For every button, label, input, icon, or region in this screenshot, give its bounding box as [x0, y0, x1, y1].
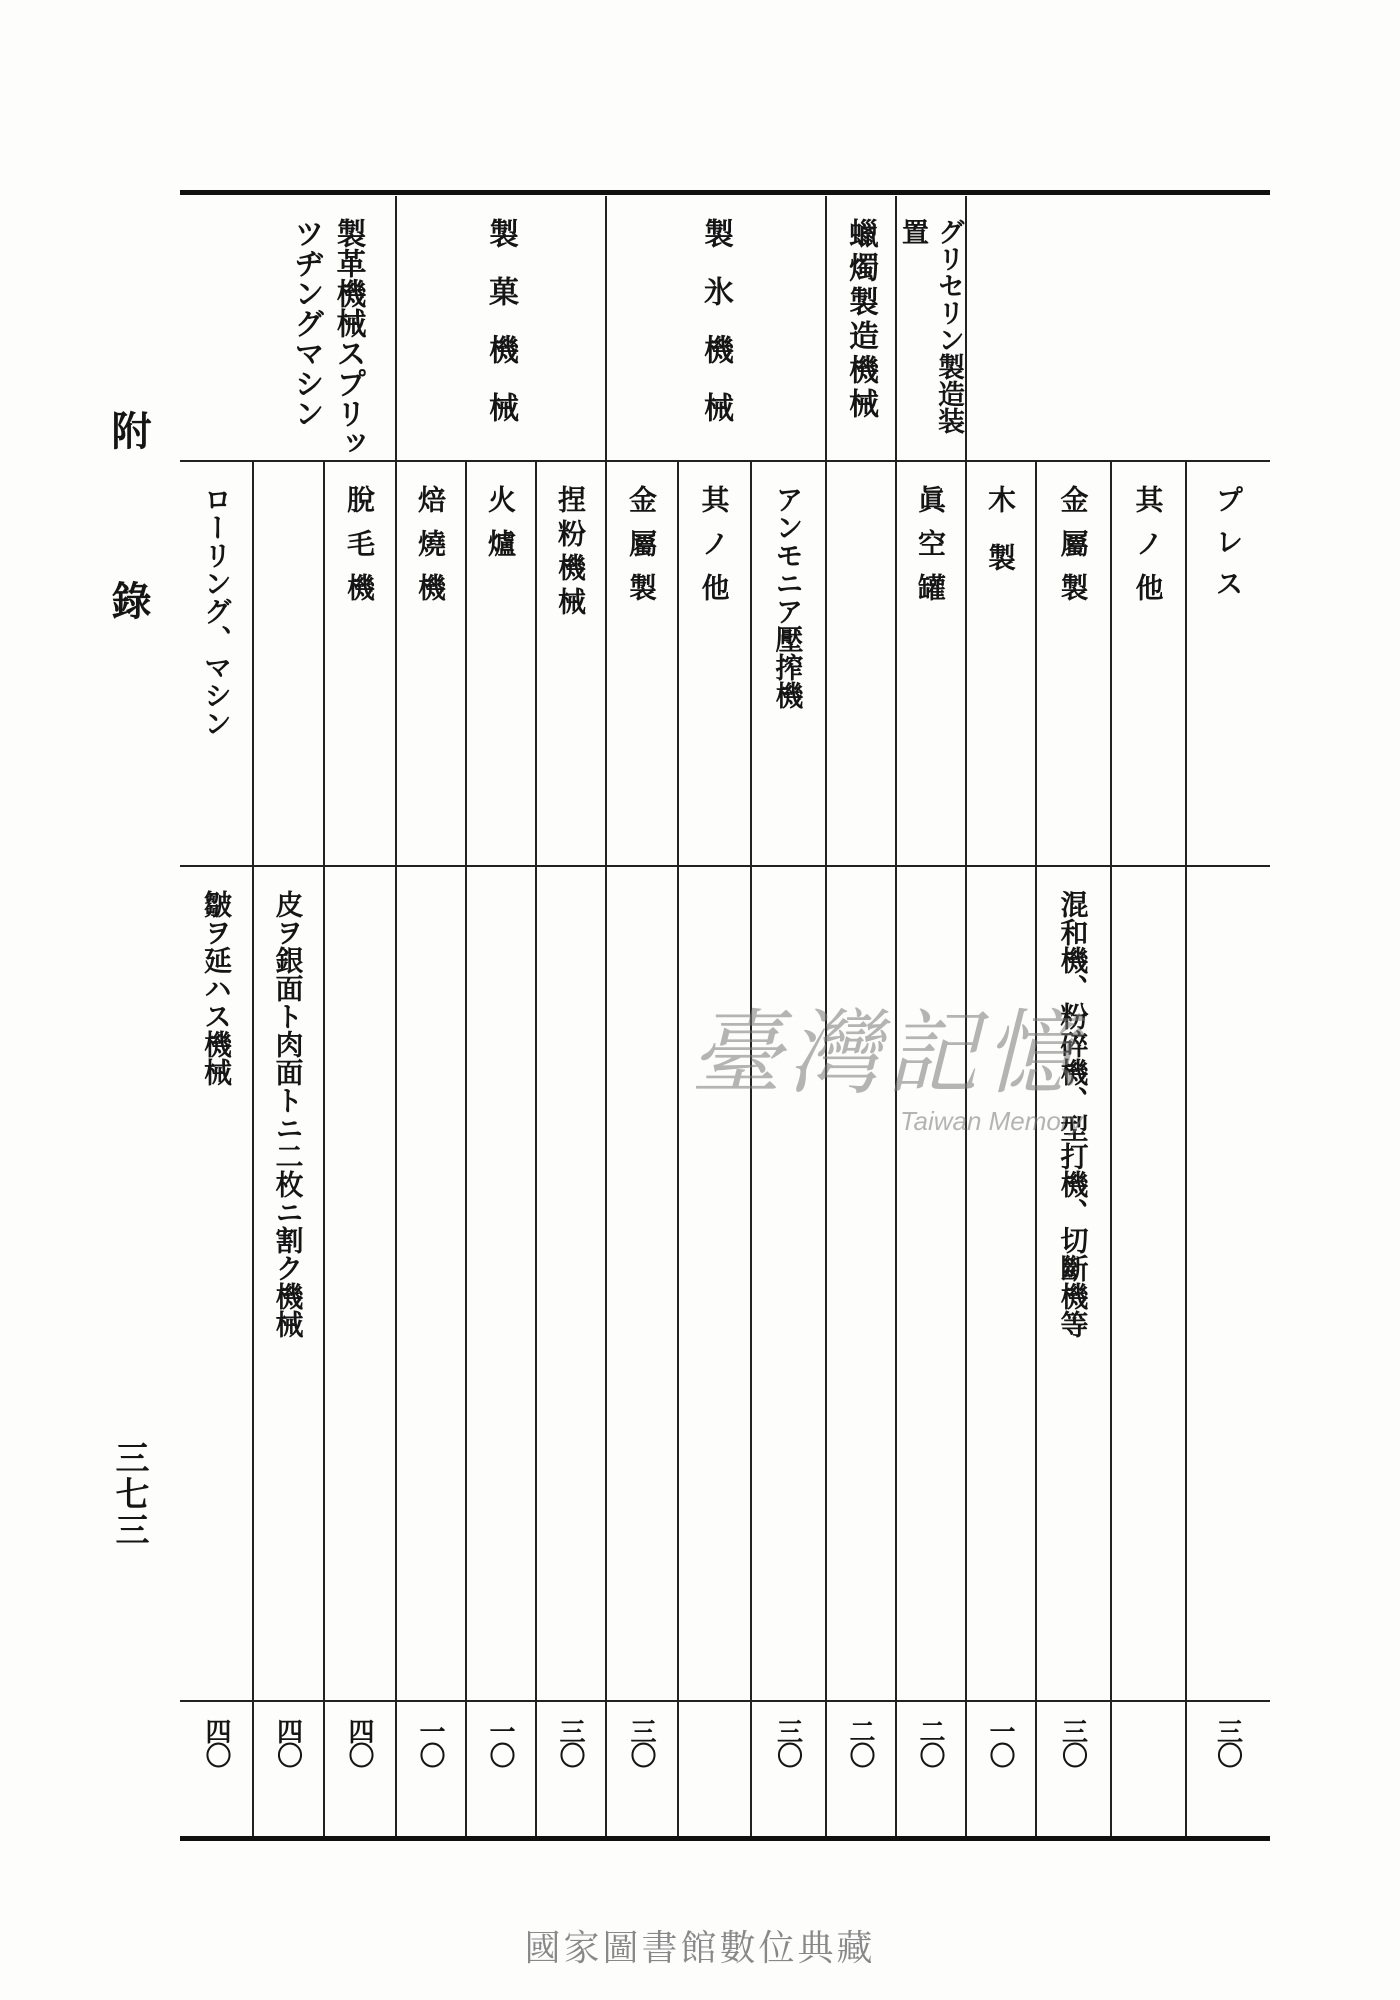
item-label: ローリング、マシン	[200, 485, 233, 737]
category-candle: 蠟燭製造機械	[843, 218, 878, 422]
qty-cell	[750, 1718, 825, 1766]
qty-value: 一〇	[485, 1718, 515, 1766]
qty-cell	[323, 1718, 395, 1766]
item-label: アンモニア壓搾機	[771, 485, 805, 709]
qty-value: 二〇	[915, 1718, 945, 1766]
qty-value: 三〇	[1212, 1718, 1243, 1766]
item-cell	[1035, 485, 1110, 617]
item-label: 脫毛機	[343, 485, 376, 617]
item-bottom-rule	[180, 865, 1270, 867]
item-label: 眞空罐	[914, 485, 947, 617]
qty-value: 二〇	[845, 1718, 875, 1766]
item-cell	[895, 485, 965, 617]
item-label: プレス	[1211, 485, 1245, 611]
qty-value: 三〇	[626, 1718, 656, 1766]
note-text: 混和機、粉碎機、型打機、切斷機等	[1056, 890, 1090, 1338]
qty-value: 三〇	[1057, 1718, 1088, 1766]
row-divider	[677, 462, 679, 1836]
qty-cell	[1035, 1718, 1110, 1766]
item-cell	[180, 485, 252, 737]
item-cell	[677, 485, 750, 617]
qty-cell	[465, 1718, 535, 1766]
item-cell	[323, 485, 395, 617]
qty-value: 四〇	[344, 1718, 374, 1766]
item-label: 金屬製	[625, 485, 658, 617]
category-header	[895, 218, 965, 438]
category-header	[395, 218, 605, 450]
item-cell	[1185, 485, 1270, 611]
qty-cell	[825, 1718, 895, 1766]
item-cell	[605, 485, 677, 617]
category-glycerin: グリセリン製造装置	[897, 218, 964, 434]
note-bottom-rule	[180, 1700, 1270, 1702]
category-header	[825, 218, 895, 422]
item-label: 其ノ他	[1131, 485, 1165, 617]
row-divider	[395, 462, 397, 1836]
qty-cell	[395, 1718, 465, 1766]
note-text: 皺ヲ延ハス機械	[200, 890, 233, 1086]
header-bottom-rule	[180, 460, 1270, 462]
row-divider	[605, 462, 607, 1836]
category-confectionery: 製菓機械	[483, 218, 518, 450]
category-ice: 製氷機械	[698, 218, 733, 450]
item-label: 木製	[984, 485, 1017, 601]
qty-value: 一〇	[415, 1718, 445, 1766]
running-head: 附錄	[105, 410, 152, 750]
qty-cell	[180, 1718, 252, 1766]
category-header	[252, 218, 395, 458]
qty-cell	[895, 1718, 965, 1766]
top-rule	[180, 190, 1270, 195]
note-cell	[252, 890, 323, 1338]
qty-cell	[965, 1718, 1035, 1766]
item-label: 焙燒機	[414, 485, 447, 617]
category-header	[605, 218, 825, 450]
item-label: 捏粉機械	[554, 485, 587, 621]
item-cell	[965, 485, 1035, 601]
item-cell	[750, 485, 825, 709]
watermark-english: Taiwan Memory	[900, 1106, 1083, 1136]
qty-cell	[535, 1718, 605, 1766]
row-divider	[895, 462, 897, 1836]
watermark	[690, 980, 1083, 1137]
row-divider	[1110, 462, 1112, 1836]
note-text: 皮ヲ銀面ト肉面トニ二枚ニ割ク機械	[271, 890, 305, 1338]
row-divider	[465, 462, 467, 1836]
footer-collection-label: 國家圖書館數位典藏	[524, 1928, 876, 1969]
bottom-rule	[180, 1836, 1270, 1841]
item-label: 火爐	[484, 485, 517, 573]
qty-value: 四〇	[272, 1718, 303, 1766]
qty-value: 一〇	[985, 1718, 1015, 1766]
qty-value: 三〇	[555, 1718, 585, 1766]
row-divider	[535, 462, 537, 1836]
qty-value: 三〇	[772, 1718, 803, 1766]
row-divider	[965, 462, 967, 1836]
row-divider	[825, 462, 827, 1836]
item-cell	[535, 485, 605, 621]
note-cell	[180, 890, 252, 1086]
page-number: 三七三	[109, 1440, 149, 1548]
item-label: 金屬製	[1056, 485, 1090, 617]
watermark-chinese: 臺灣記憶	[690, 1000, 1083, 1107]
item-cell	[465, 485, 535, 573]
item-cell	[1110, 485, 1185, 617]
row-divider	[323, 462, 325, 1836]
qty-cell	[252, 1718, 323, 1766]
qty-cell	[605, 1718, 677, 1766]
item-label: 其ノ他	[697, 485, 731, 617]
category-leather: 製革機械スプリッツヂングマシン	[288, 218, 366, 458]
row-divider	[1185, 462, 1187, 1836]
item-cell	[395, 485, 465, 617]
qty-value: 四〇	[201, 1718, 231, 1766]
qty-cell	[1185, 1718, 1270, 1766]
